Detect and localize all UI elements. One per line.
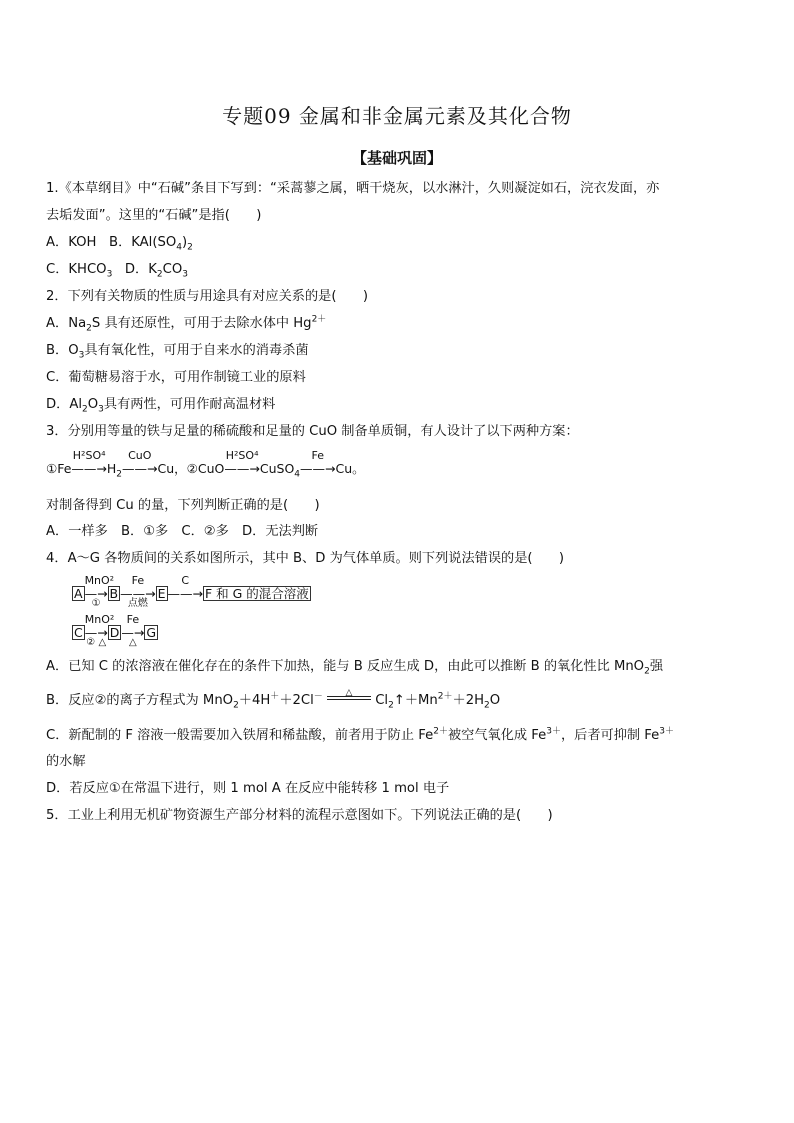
q2-option-c: C．葡萄糖易溶于水，可用作制镜工业的原料 <box>46 370 306 385</box>
reaction-arrow: MnO² —→ ② △ <box>84 613 115 648</box>
section-heading: 【基础巩固】 <box>351 149 442 167</box>
q3-options: A．一样多 B．①多 C．②多 D．无法判断 <box>46 524 319 539</box>
q4-stem: 4．A～G 各物质间的关系如图所示，其中 B、D 为气体单质。则下列说法错误的是( ) <box>46 551 565 566</box>
q1-option-d: D．$K_2CO_3$ <box>124 262 188 280</box>
q4-option-b: B．反应②的离子方程式为 MnO$_2$＋4H＋＋2Cl－ △ $Cl_2↑+Mn^{2+}+2H_2O$ <box>46 688 501 711</box>
reaction-arrow: Fe ——→ 点燃 <box>120 574 156 609</box>
reaction-arrow: Fe —→ △ <box>121 613 145 648</box>
q4-diagram-row1 <box>72 574 311 609</box>
node-c: C <box>74 625 83 640</box>
q2-option-a: A．$Na_2S$ 具有还原性，可用于去除水体中 $Hg^{2+}$ <box>46 314 327 334</box>
q3-stem: 3．分别用等量的铁与足量的稀硫酸和足量的 CuO 制备单质铜，有人设计了以下两种方案： <box>46 424 579 439</box>
q1-option-c: C．$KHCO_3$ <box>46 262 113 280</box>
reaction-arrow: H²SO⁴ ——→ <box>224 449 260 476</box>
q4-option-d: D．若反应①在常温下进行，则 1 mol A 在反应中能转移 1 mol 电子 <box>46 781 450 796</box>
reaction-arrow: MnO² —→ ① <box>84 574 115 609</box>
q5-stem: 5．工业上利用无机矿物资源生产部分材料的流程示意图如下。下列说法正确的是( ) <box>46 808 553 823</box>
q4-option-c-line2: 的水解 <box>46 754 86 769</box>
q4-diagram-row2 <box>72 613 158 648</box>
page-title: 专题09 金属和非金属元素及其化合物 <box>222 104 572 128</box>
q2-option-d: D．$Al_2O_3$具有两性，可用作耐高温材料 <box>46 397 276 415</box>
q1-options-cd <box>46 261 188 279</box>
q2-stem: 2．下列有关物质的性质与用途具有对应关系的是( ) <box>46 289 368 304</box>
node-g: G <box>146 625 157 640</box>
reaction-arrow: Fe ——→ <box>300 449 336 476</box>
q4-option-c-line1: C．新配制的 F 溶液一般需要加入铁屑和稀盐酸，前者用于防止 $Fe^{2+}$被空气氧化成 $Fe^{3+}$，后者可抑制 $Fe^{3+}$ <box>46 726 675 743</box>
equilibrium-heat-sign: △ <box>327 694 371 706</box>
node-e: E <box>157 586 166 601</box>
q2-option-b: B．$O_3$具有氧化性，可用于自来水的消毒杀菌 <box>46 343 309 361</box>
node-b: B <box>109 586 119 601</box>
q1-stem-line2: 去垢发面”。这里的“石碱”是指( ) <box>46 208 262 223</box>
node-d: D <box>109 625 120 640</box>
node-fg-solution: F 和 G 的混合溶液 <box>205 586 309 601</box>
reaction-arrow: CuO ——→ <box>122 449 158 476</box>
q4-option-a: A．已知 C 的浓溶液在催化存在的条件下加热，能与 B 反应生成 D，由此可以推断 B 的氧化性比 MnO$_2$强 <box>46 659 663 677</box>
q1-options-ab <box>46 234 193 252</box>
q1-option-b: B．$KAl(SO_4)_2$ <box>109 235 193 253</box>
q3-question: 对制备得到 Cu 的量，下列判断正确的是( ) <box>46 498 320 513</box>
reaction-arrow: C ——→ <box>167 574 203 601</box>
reaction-arrow: H²SO⁴ ——→ <box>71 449 107 476</box>
q1-stem-line1: 1.《本草纲目》中“石碱”条目下写到：“采蒿蓼之属，晒干烧灰，以水淋汁，久则凝淀如石，浣衣发面，亦 <box>46 181 660 196</box>
q1-option-a: A．KOH <box>46 235 97 250</box>
node-a: A <box>74 586 83 601</box>
q3-scheme: ①Fe H²SO⁴ $——\to H_2$ CuO ——→Cu，②CuO H²SO⁴ ——→CuSO$_4$ Fe ——→Cu。 <box>46 449 365 480</box>
